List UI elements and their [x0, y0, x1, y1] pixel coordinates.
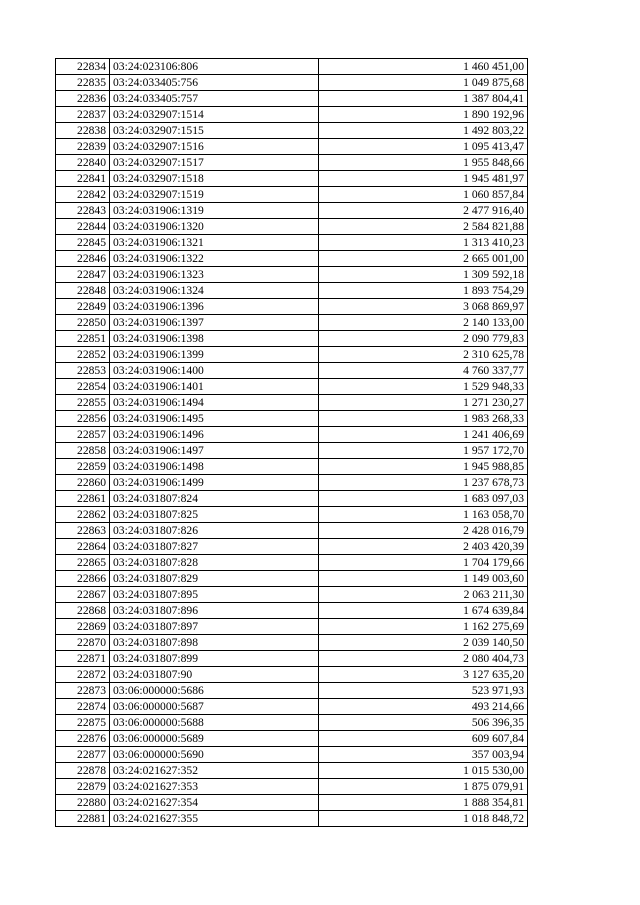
- value-cell: 1 149 003,60: [319, 571, 528, 587]
- cadastral-number-cell: 03:24:032907:1519: [110, 187, 319, 203]
- table-row: [56, 731, 528, 747]
- row-number-cell: 22874: [56, 699, 110, 715]
- cadastral-number-cell: 03:24:021627:355: [110, 811, 319, 827]
- cadastral-number-cell: 03:24:032907:1518: [110, 171, 319, 187]
- cadastral-number-cell: 03:24:031807:828: [110, 555, 319, 571]
- row-number-cell: 22871: [56, 651, 110, 667]
- cadastral-number-cell: 03:24:031906:1398: [110, 331, 319, 347]
- cadastral-number-cell: 03:24:033405:757: [110, 91, 319, 107]
- cadastral-number-cell: 03:24:031906:1499: [110, 475, 319, 491]
- table-row: [56, 667, 528, 683]
- row-number-cell: 22860: [56, 475, 110, 491]
- table-row: [56, 427, 528, 443]
- cadastral-number-cell: 03:24:031807:824: [110, 491, 319, 507]
- value-cell: 1 095 413,47: [319, 139, 528, 155]
- value-cell: 2 428 016,79: [319, 523, 528, 539]
- table-row: [56, 107, 528, 123]
- value-cell: 3 068 869,97: [319, 299, 528, 315]
- table-row: [56, 507, 528, 523]
- cadastral-number-cell: 03:24:021627:353: [110, 779, 319, 795]
- cadastral-number-cell: 03:24:031906:1400: [110, 363, 319, 379]
- value-cell: 1 271 230,27: [319, 395, 528, 411]
- row-number-cell: 22864: [56, 539, 110, 555]
- value-cell: 523 971,93: [319, 683, 528, 699]
- table-row: [56, 763, 528, 779]
- table-row: [56, 267, 528, 283]
- row-number-cell: 22840: [56, 155, 110, 171]
- value-cell: 3 127 635,20: [319, 667, 528, 683]
- cadastral-number-cell: 03:24:031906:1401: [110, 379, 319, 395]
- table-row: [56, 283, 528, 299]
- table-row: [56, 251, 528, 267]
- table-row: [56, 91, 528, 107]
- cadastral-number-cell: 03:06:000000:5690: [110, 747, 319, 763]
- value-cell: 2 063 211,30: [319, 587, 528, 603]
- table-row: [56, 155, 528, 171]
- cadastral-number-cell: 03:24:031906:1497: [110, 443, 319, 459]
- row-number-cell: 22877: [56, 747, 110, 763]
- cadastral-number-cell: 03:24:031906:1321: [110, 235, 319, 251]
- value-cell: 1 460 451,00: [319, 59, 528, 75]
- table-row: [56, 59, 528, 75]
- value-cell: 1 018 848,72: [319, 811, 528, 827]
- value-cell: 2 039 140,50: [319, 635, 528, 651]
- value-cell: 2 140 133,00: [319, 315, 528, 331]
- cadastral-number-cell: 03:06:000000:5689: [110, 731, 319, 747]
- cadastral-number-cell: 03:24:032907:1517: [110, 155, 319, 171]
- value-cell: 2 080 404,73: [319, 651, 528, 667]
- row-number-cell: 22880: [56, 795, 110, 811]
- table-row: [56, 315, 528, 331]
- value-cell: 1 163 058,70: [319, 507, 528, 523]
- row-number-cell: 22876: [56, 731, 110, 747]
- value-cell: 2 310 625,78: [319, 347, 528, 363]
- row-number-cell: 22849: [56, 299, 110, 315]
- cadastral-number-cell: 03:24:031807:825: [110, 507, 319, 523]
- value-cell: 506 396,35: [319, 715, 528, 731]
- row-number-cell: 22838: [56, 123, 110, 139]
- row-number-cell: 22873: [56, 683, 110, 699]
- value-cell: 1 955 848,66: [319, 155, 528, 171]
- cadastral-number-cell: 03:24:031807:90: [110, 667, 319, 683]
- value-cell: 1 674 639,84: [319, 603, 528, 619]
- table-row: [56, 619, 528, 635]
- value-cell: 1 492 803,22: [319, 123, 528, 139]
- table-row: [56, 395, 528, 411]
- value-cell: 4 760 337,77: [319, 363, 528, 379]
- cadastral-number-cell: 03:24:031807:898: [110, 635, 319, 651]
- cadastral-number-cell: 03:24:031906:1324: [110, 283, 319, 299]
- value-cell: 357 003,94: [319, 747, 528, 763]
- cadastral-number-cell: 03:24:031906:1396: [110, 299, 319, 315]
- row-number-cell: 22865: [56, 555, 110, 571]
- table-row: [56, 171, 528, 187]
- table-row: [56, 411, 528, 427]
- row-number-cell: 22853: [56, 363, 110, 379]
- cadastral-number-cell: 03:24:021627:354: [110, 795, 319, 811]
- table-row: [56, 235, 528, 251]
- row-number-cell: 22845: [56, 235, 110, 251]
- cadastral-number-cell: 03:24:031807:827: [110, 539, 319, 555]
- cadastral-number-cell: 03:24:031807:896: [110, 603, 319, 619]
- row-number-cell: 22866: [56, 571, 110, 587]
- value-cell: 1 945 988,85: [319, 459, 528, 475]
- cadastral-number-cell: 03:24:031906:1323: [110, 267, 319, 283]
- row-number-cell: 22881: [56, 811, 110, 827]
- table-row: [56, 539, 528, 555]
- row-number-cell: 22859: [56, 459, 110, 475]
- table-row: [56, 811, 528, 827]
- value-cell: 1 313 410,23: [319, 235, 528, 251]
- value-cell: 2 403 420,39: [319, 539, 528, 555]
- row-number-cell: 22872: [56, 667, 110, 683]
- table-row: [56, 603, 528, 619]
- value-cell: 2 477 916,40: [319, 203, 528, 219]
- value-cell: 493 214,66: [319, 699, 528, 715]
- value-cell: 1 683 097,03: [319, 491, 528, 507]
- value-cell: 2 090 779,83: [319, 331, 528, 347]
- table-row: [56, 363, 528, 379]
- row-number-cell: 22867: [56, 587, 110, 603]
- table-row: [56, 651, 528, 667]
- cadastral-number-cell: 03:24:031807:826: [110, 523, 319, 539]
- row-number-cell: 22841: [56, 171, 110, 187]
- row-number-cell: 22846: [56, 251, 110, 267]
- row-number-cell: 22861: [56, 491, 110, 507]
- value-cell: 1 309 592,18: [319, 267, 528, 283]
- table-body: [56, 59, 528, 827]
- table-row: [56, 219, 528, 235]
- value-cell: 1 060 857,84: [319, 187, 528, 203]
- table-row: [56, 331, 528, 347]
- row-number-cell: 22852: [56, 347, 110, 363]
- value-cell: 2 584 821,88: [319, 219, 528, 235]
- value-cell: 1 893 754,29: [319, 283, 528, 299]
- table-row: [56, 75, 528, 91]
- value-cell: 1 162 275,69: [319, 619, 528, 635]
- value-cell: 609 607,84: [319, 731, 528, 747]
- row-number-cell: 22835: [56, 75, 110, 91]
- value-cell: 1 888 354,81: [319, 795, 528, 811]
- row-number-cell: 22843: [56, 203, 110, 219]
- table-row: [56, 683, 528, 699]
- cadastral-number-cell: 03:24:031906:1494: [110, 395, 319, 411]
- table-row: [56, 795, 528, 811]
- row-number-cell: 22857: [56, 427, 110, 443]
- table-row: [56, 715, 528, 731]
- cadastral-number-cell: 03:24:032907:1515: [110, 123, 319, 139]
- row-number-cell: 22836: [56, 91, 110, 107]
- cadastral-number-cell: 03:24:032907:1514: [110, 107, 319, 123]
- value-cell: 1 945 481,97: [319, 171, 528, 187]
- cadastral-number-cell: 03:24:031807:899: [110, 651, 319, 667]
- cadastral-number-cell: 03:24:031906:1320: [110, 219, 319, 235]
- table-row: [56, 203, 528, 219]
- value-cell: 1 237 678,73: [319, 475, 528, 491]
- table-row: [56, 459, 528, 475]
- row-number-cell: 22834: [56, 59, 110, 75]
- cadastral-number-cell: 03:06:000000:5686: [110, 683, 319, 699]
- table-row: [56, 587, 528, 603]
- cadastral-number-cell: 03:24:031906:1498: [110, 459, 319, 475]
- table-row: [56, 299, 528, 315]
- cadastral-number-cell: 03:06:000000:5687: [110, 699, 319, 715]
- table-row: [56, 347, 528, 363]
- table-row: [56, 635, 528, 651]
- value-cell: 2 665 001,00: [319, 251, 528, 267]
- row-number-cell: 22839: [56, 139, 110, 155]
- cadastral-number-cell: 03:24:033405:756: [110, 75, 319, 91]
- value-cell: 1 529 948,33: [319, 379, 528, 395]
- cadastral-number-cell: 03:24:021627:352: [110, 763, 319, 779]
- row-number-cell: 22862: [56, 507, 110, 523]
- table-row: [56, 491, 528, 507]
- value-cell: 1 387 804,41: [319, 91, 528, 107]
- table-row: [56, 379, 528, 395]
- value-cell: 1 875 079,91: [319, 779, 528, 795]
- value-cell: 1 957 172,70: [319, 443, 528, 459]
- row-number-cell: 22848: [56, 283, 110, 299]
- cadastral-number-cell: 03:24:031807:895: [110, 587, 319, 603]
- row-number-cell: 22844: [56, 219, 110, 235]
- table-row: [56, 139, 528, 155]
- row-number-cell: 22858: [56, 443, 110, 459]
- value-cell: 1 983 268,33: [319, 411, 528, 427]
- table-row: [56, 475, 528, 491]
- row-number-cell: 22875: [56, 715, 110, 731]
- row-number-cell: 22842: [56, 187, 110, 203]
- table-row: [56, 699, 528, 715]
- row-number-cell: 22870: [56, 635, 110, 651]
- row-number-cell: 22854: [56, 379, 110, 395]
- row-number-cell: 22851: [56, 331, 110, 347]
- table-row: [56, 523, 528, 539]
- row-number-cell: 22850: [56, 315, 110, 331]
- cadastral-number-cell: 03:24:031906:1495: [110, 411, 319, 427]
- table-row: [56, 747, 528, 763]
- row-number-cell: 22868: [56, 603, 110, 619]
- cadastral-number-cell: 03:24:032907:1516: [110, 139, 319, 155]
- cadastral-number-cell: 03:24:031906:1319: [110, 203, 319, 219]
- cadastral-number-cell: 03:24:023106:806: [110, 59, 319, 75]
- row-number-cell: 22863: [56, 523, 110, 539]
- table-row: [56, 555, 528, 571]
- table-row: [56, 779, 528, 795]
- value-cell: 1 241 406,69: [319, 427, 528, 443]
- cadastral-number-cell: 03:24:031906:1397: [110, 315, 319, 331]
- cadastral-number-cell: 03:24:031807:897: [110, 619, 319, 635]
- row-number-cell: 22855: [56, 395, 110, 411]
- value-cell: 1 049 875,68: [319, 75, 528, 91]
- table-row: [56, 187, 528, 203]
- cadastral-number-cell: 03:24:031906:1496: [110, 427, 319, 443]
- table-row: [56, 443, 528, 459]
- cadastral-number-cell: 03:24:031906:1399: [110, 347, 319, 363]
- cadastral-number-cell: 03:06:000000:5688: [110, 715, 319, 731]
- row-number-cell: 22878: [56, 763, 110, 779]
- row-number-cell: 22869: [56, 619, 110, 635]
- row-number-cell: 22837: [56, 107, 110, 123]
- cadastral-value-table: [55, 58, 528, 827]
- table-row: [56, 123, 528, 139]
- table-row: [56, 571, 528, 587]
- value-cell: 1 890 192,96: [319, 107, 528, 123]
- value-cell: 1 704 179,66: [319, 555, 528, 571]
- cadastral-number-cell: 03:24:031807:829: [110, 571, 319, 587]
- value-cell: 1 015 530,00: [319, 763, 528, 779]
- cadastral-number-cell: 03:24:031906:1322: [110, 251, 319, 267]
- row-number-cell: 22879: [56, 779, 110, 795]
- row-number-cell: 22856: [56, 411, 110, 427]
- row-number-cell: 22847: [56, 267, 110, 283]
